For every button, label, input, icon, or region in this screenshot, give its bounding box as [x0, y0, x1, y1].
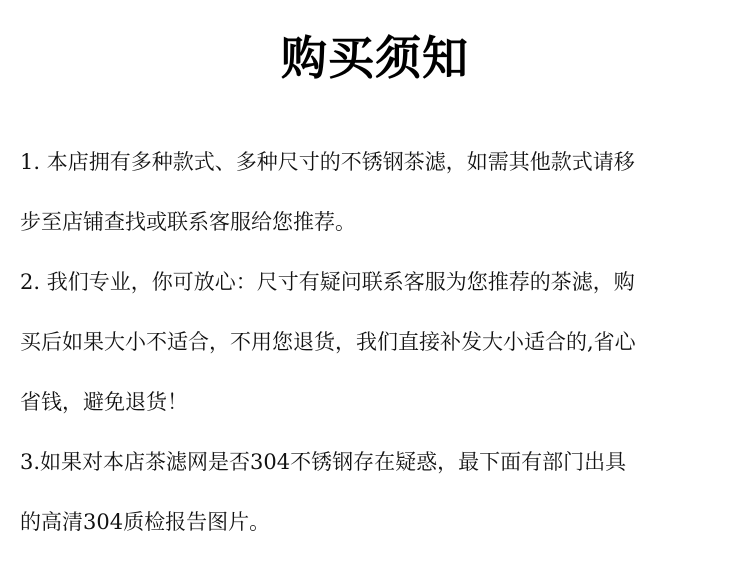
notice-line: 3.如果对本店茶滤网是否304不锈钢存在疑惑，最下面有部门出具 — [20, 450, 627, 474]
notice-line: 1. 本店拥有多种款式、多种尺寸的不锈钢茶滤，如需其他款式请移 — [20, 150, 635, 174]
notice-line: 省钱，避免退货！ — [20, 390, 188, 414]
page-title: 购买须知 — [281, 31, 469, 85]
notice-line: 2. 我们专业，你可放心：尺寸有疑问联系客服为您推荐的茶滤，购 — [20, 270, 635, 294]
notice-line: 买后如果大小不适合，不用您退货，我们直接补发大小适合的,省心 — [20, 330, 636, 354]
notice-line: 步至店铺查找或联系客服给您推荐。 — [20, 210, 356, 234]
notice-line: 的高清304质检报告图片。 — [20, 510, 271, 534]
